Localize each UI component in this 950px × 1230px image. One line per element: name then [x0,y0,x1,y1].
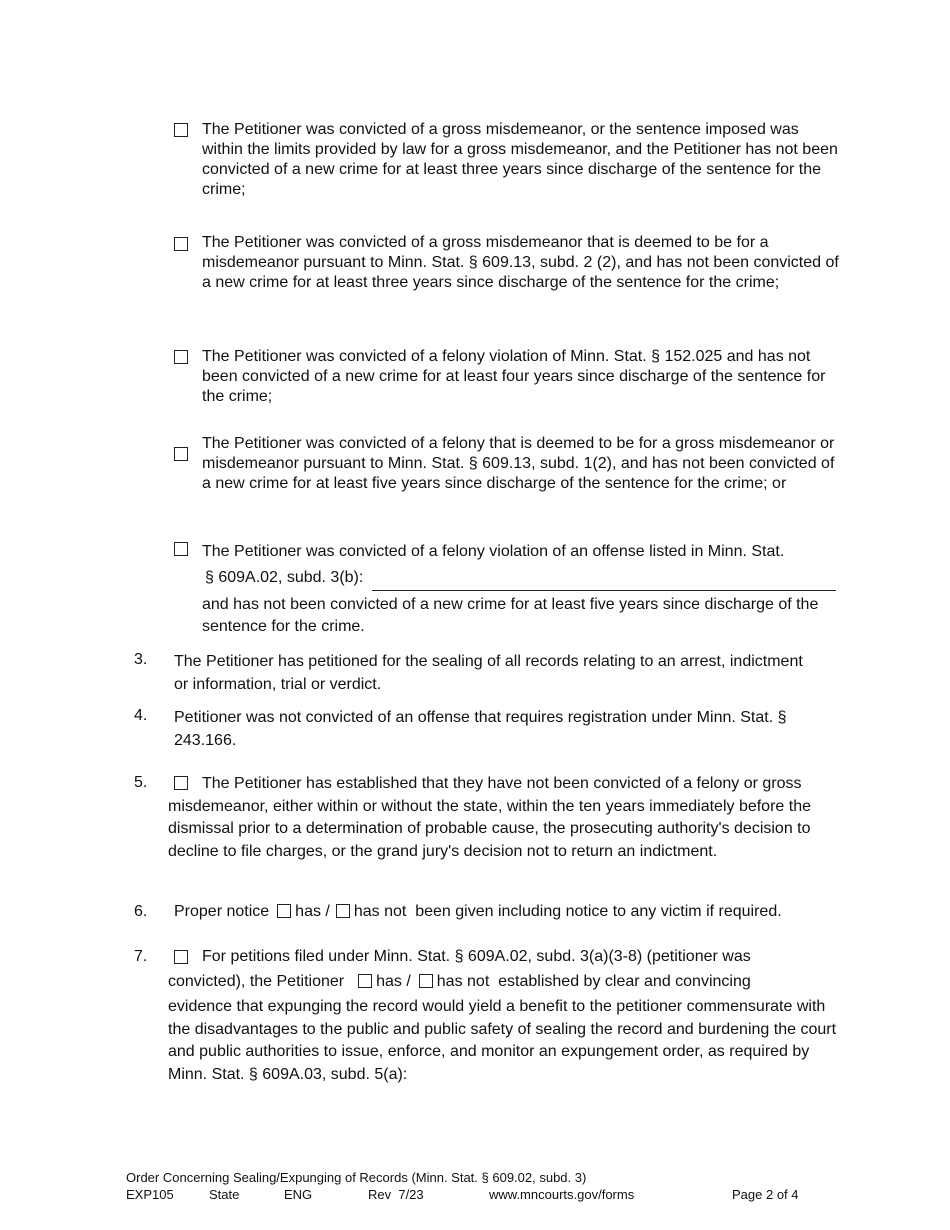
item-4-text: Petitioner was not convicted of an offense that requires registration under Minn. Stat. § 243.166. [174,709,787,749]
footer-page-number: Page 2 of 4 [732,1187,799,1202]
option-felony-offense-line2: § 609A.02, subd. 3(b): [205,569,364,586]
item-number-4: 4. [134,707,148,724]
option-felony-offense-rest: and has not been convicted of a new crime for at least five years since discharge of the sentence for the crime. [202,596,819,635]
option-felony-deemed-text: The Petitioner was convicted of a felony that is deemed to be for a gross misdemeanor or misdemeanor pursuant to Minn. Stat. § 609.13, subd. 1(2), and has not been convicted of a new crime for at least five years since discharge of the sentence for the crime; or [202,435,835,492]
footer-jurisdiction: State [209,1187,240,1202]
footer-language: ENG [284,1187,313,1202]
checkbox-felony-152025[interactable] [174,350,188,364]
item-6-has: has / [295,903,330,920]
item-7-has-not: has not [436,973,490,990]
item-7-petitioner: convicted), the Petitioner [168,973,345,990]
checkbox-felony-deemed[interactable] [174,447,188,461]
item-6-rest: been given including notice to any victim if required. [415,903,782,920]
item-7-established: established by clear and convincing [498,973,751,990]
checkbox-felony-offense-listed[interactable] [174,542,188,556]
footer-form-id: EXP105 [126,1187,174,1202]
item-7-line2 [168,972,751,992]
checkbox-item-7[interactable] [174,950,188,964]
footer-title: Order Concerning Sealing/Expunging of Records (Minn. Stat. § 609.02, subd. 3) [126,1170,587,1185]
item-6-has-not: has not [353,903,407,920]
option-felony-152025-text: The Petitioner was convicted of a felony violation of Minn. Stat. § 152.025 and has not been convicted of a new crime for at least four years since discharge of the sentence for the crime; [202,348,826,405]
item-6-label: Proper notice [174,903,270,920]
item-3-text: The Petitioner has petitioned for the sealing of all records relating to an arrest, indictment or information, trial or verdict. [174,653,803,693]
checkbox-benefit-has[interactable] [358,974,372,988]
checkbox-gross-misdemeanor-deemed[interactable] [174,237,188,251]
footer-revision: Rev 7/23 [368,1187,424,1202]
item-number-3: 3. [134,651,148,668]
footer-url[interactable]: www.mncourts.gov/forms [489,1187,635,1202]
item-7-line1: For petitions filed under Minn. Stat. § 609A.02, subd. 3(a)(3-8) (petitioner was [202,948,751,965]
checkbox-benefit-has-not[interactable] [419,974,433,988]
item-5-text [168,773,848,863]
checkbox-notice-has[interactable] [277,904,291,918]
item-number-5: 5. [134,774,148,791]
item-5-text-content: The Petitioner has established that they have not been convicted of a felony or gross misdemeanor, either within or without the state, within the ten years immediately before the dismissal prior to a determination of probable cause, the prosecuting authority's decision to decline to file charges, or the grand jury's decision not to return an indictment. [168,775,811,860]
option-gross-misdemeanor-deemed-text: The Petitioner was convicted of a gross misdemeanor that is deemed to be for a misdemeanor pursuant to Minn. Stat. § 609.13, subd. 2 (2), and has not been convicted of a new crime for at least three years since discharge of the sentence for the crime; [202,234,839,291]
item-7-has: has / [376,973,411,990]
option-gross-misdemeanor-text: The Petitioner was convicted of a gross misdemeanor, or the sentence imposed was within the limits provided by law for a gross misdemeanor, and the Petitioner has not been convicted of a new crime for at least three years since discharge of the sentence for the crime; [202,121,838,198]
offense-blank-line[interactable] [372,590,836,591]
checkbox-notice-has-not[interactable] [336,904,350,918]
item-6-line [174,902,782,922]
item-7-rest: evidence that expunging the record would yield a benefit to the petitioner commensurate with the disadvantages to the public and public safety of sealing the record and burdening the court and public authorities to issue, enforce, and monitor an expungement order, as required by Minn. Stat. § 609A.03, subd. 5(a): [168,998,837,1083]
checkbox-gross-misdemeanor[interactable] [174,123,188,137]
item-number-6: 6. [134,903,148,920]
item-number-7: 7. [134,948,148,965]
option-felony-offense-line1: The Petitioner was convicted of a felony violation of an offense listed in Minn. Stat. [202,543,785,560]
